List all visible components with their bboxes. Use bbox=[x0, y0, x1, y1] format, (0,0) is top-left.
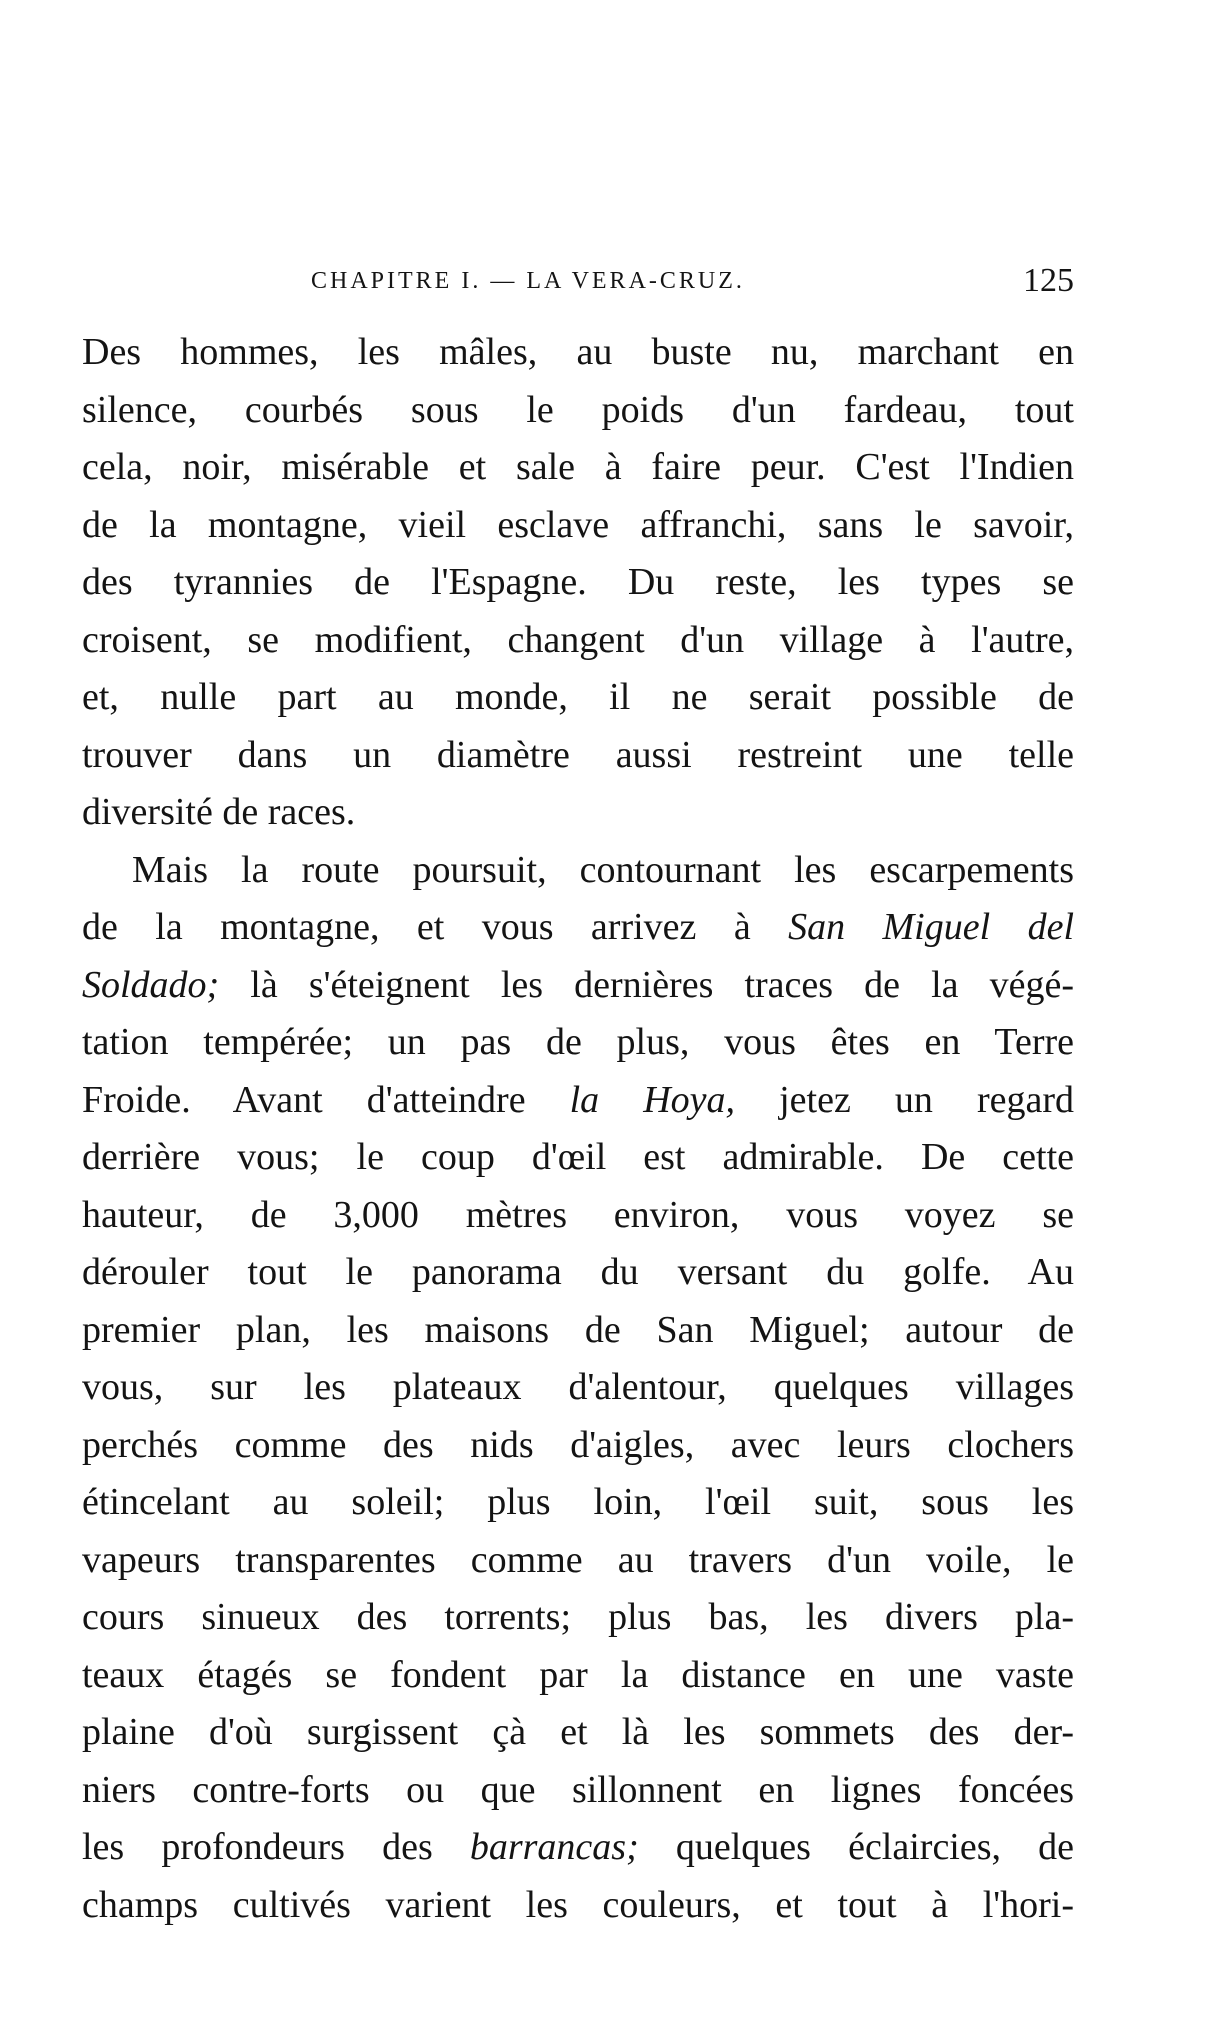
text-line: vapeurs transparentes comme au travers d'un voile, le bbox=[82, 1538, 1074, 1581]
body-text bbox=[82, 324, 1074, 1934]
text-run: Froide. Avant d'atteindre bbox=[82, 1078, 570, 1121]
text-line bbox=[82, 899, 1074, 957]
text-line: cours sinueux des torrents; plus bas, les divers pla- bbox=[82, 1596, 1074, 1638]
text-run: de la montagne, et vous arrivez à bbox=[82, 906, 789, 948]
text-line: Des hommes, les mâles, au buste nu, marchant en bbox=[82, 331, 1074, 373]
text-line: diversité de races. bbox=[82, 791, 356, 833]
text-line bbox=[82, 957, 1074, 1015]
text-line: premier plan, les maisons de San Miguel; autour de bbox=[82, 1308, 1074, 1351]
text-line: hauteur, de 3,000 mètres environ, vous voyez se bbox=[82, 1193, 1074, 1236]
text-line: teaux étagés se fondent par la distance en une vaste bbox=[82, 1653, 1074, 1696]
page-number: 125 bbox=[1023, 262, 1074, 299]
text-line: dérouler tout le panorama du versant du golfe. Au bbox=[82, 1251, 1074, 1293]
text-line: Mais la route poursuit, contournant les escarpements bbox=[132, 848, 1074, 891]
italic-place-name: la Hoya, bbox=[569, 1078, 736, 1121]
running-title: CHAPITRE I. — LA VERA-CRUZ. bbox=[311, 268, 745, 294]
text-line: champs cultivés varient les couleurs, et tout à l'hori- bbox=[82, 1883, 1074, 1926]
text-line: de la montagne, vieil esclave affranchi, sans le savoir, bbox=[82, 503, 1074, 546]
text-line: croisent, se modifient, changent d'un village à l'autre, bbox=[82, 618, 1074, 661]
italic-term: barrancas; bbox=[469, 1826, 639, 1868]
text-line: vous, sur les plateaux d'alentour, quelques villages bbox=[82, 1366, 1074, 1408]
text-line: trouver dans un diamètre aussi restreint une telle bbox=[82, 733, 1074, 776]
text-line: cela, noir, misérable et sale à faire peur. C'est l'Indien bbox=[82, 446, 1074, 488]
text-run: les profondeurs des bbox=[82, 1826, 470, 1868]
italic-place-name: Soldado; bbox=[82, 963, 220, 1006]
text-line: derrière vous; le coup d'œil est admirable. De cette bbox=[82, 1136, 1074, 1178]
text-line: plaine d'où surgissent çà et là les sommets des der- bbox=[82, 1711, 1074, 1753]
text-line: silence, courbés sous le poids d'un fardeau, tout bbox=[82, 388, 1074, 431]
text-line bbox=[82, 1819, 1074, 1877]
running-head bbox=[82, 262, 1074, 302]
text-line: perchés comme des nids d'aigles, avec leurs clochers bbox=[82, 1423, 1074, 1466]
text-line: niers contre-forts ou que sillonnent en lignes foncées bbox=[82, 1768, 1074, 1811]
text-line: des tyrannies de l'Espagne. Du reste, les types se bbox=[82, 561, 1074, 603]
text-line: et, nulle part au monde, il ne serait possible de bbox=[82, 676, 1074, 718]
text-line: étincelant au soleil; plus loin, l'œil suit, sous les bbox=[82, 1481, 1074, 1523]
text-run: là s'éteignent les dernières traces de la végé- bbox=[219, 963, 1074, 1006]
italic-place-name: San Miguel del bbox=[788, 906, 1074, 948]
text-run: jetez un regard bbox=[735, 1078, 1074, 1121]
text-run: quelques éclaircies, de bbox=[638, 1826, 1074, 1868]
text-line: tation tempérée; un pas de plus, vous êtes en Terre bbox=[82, 1021, 1074, 1063]
text-line bbox=[82, 1072, 1074, 1130]
